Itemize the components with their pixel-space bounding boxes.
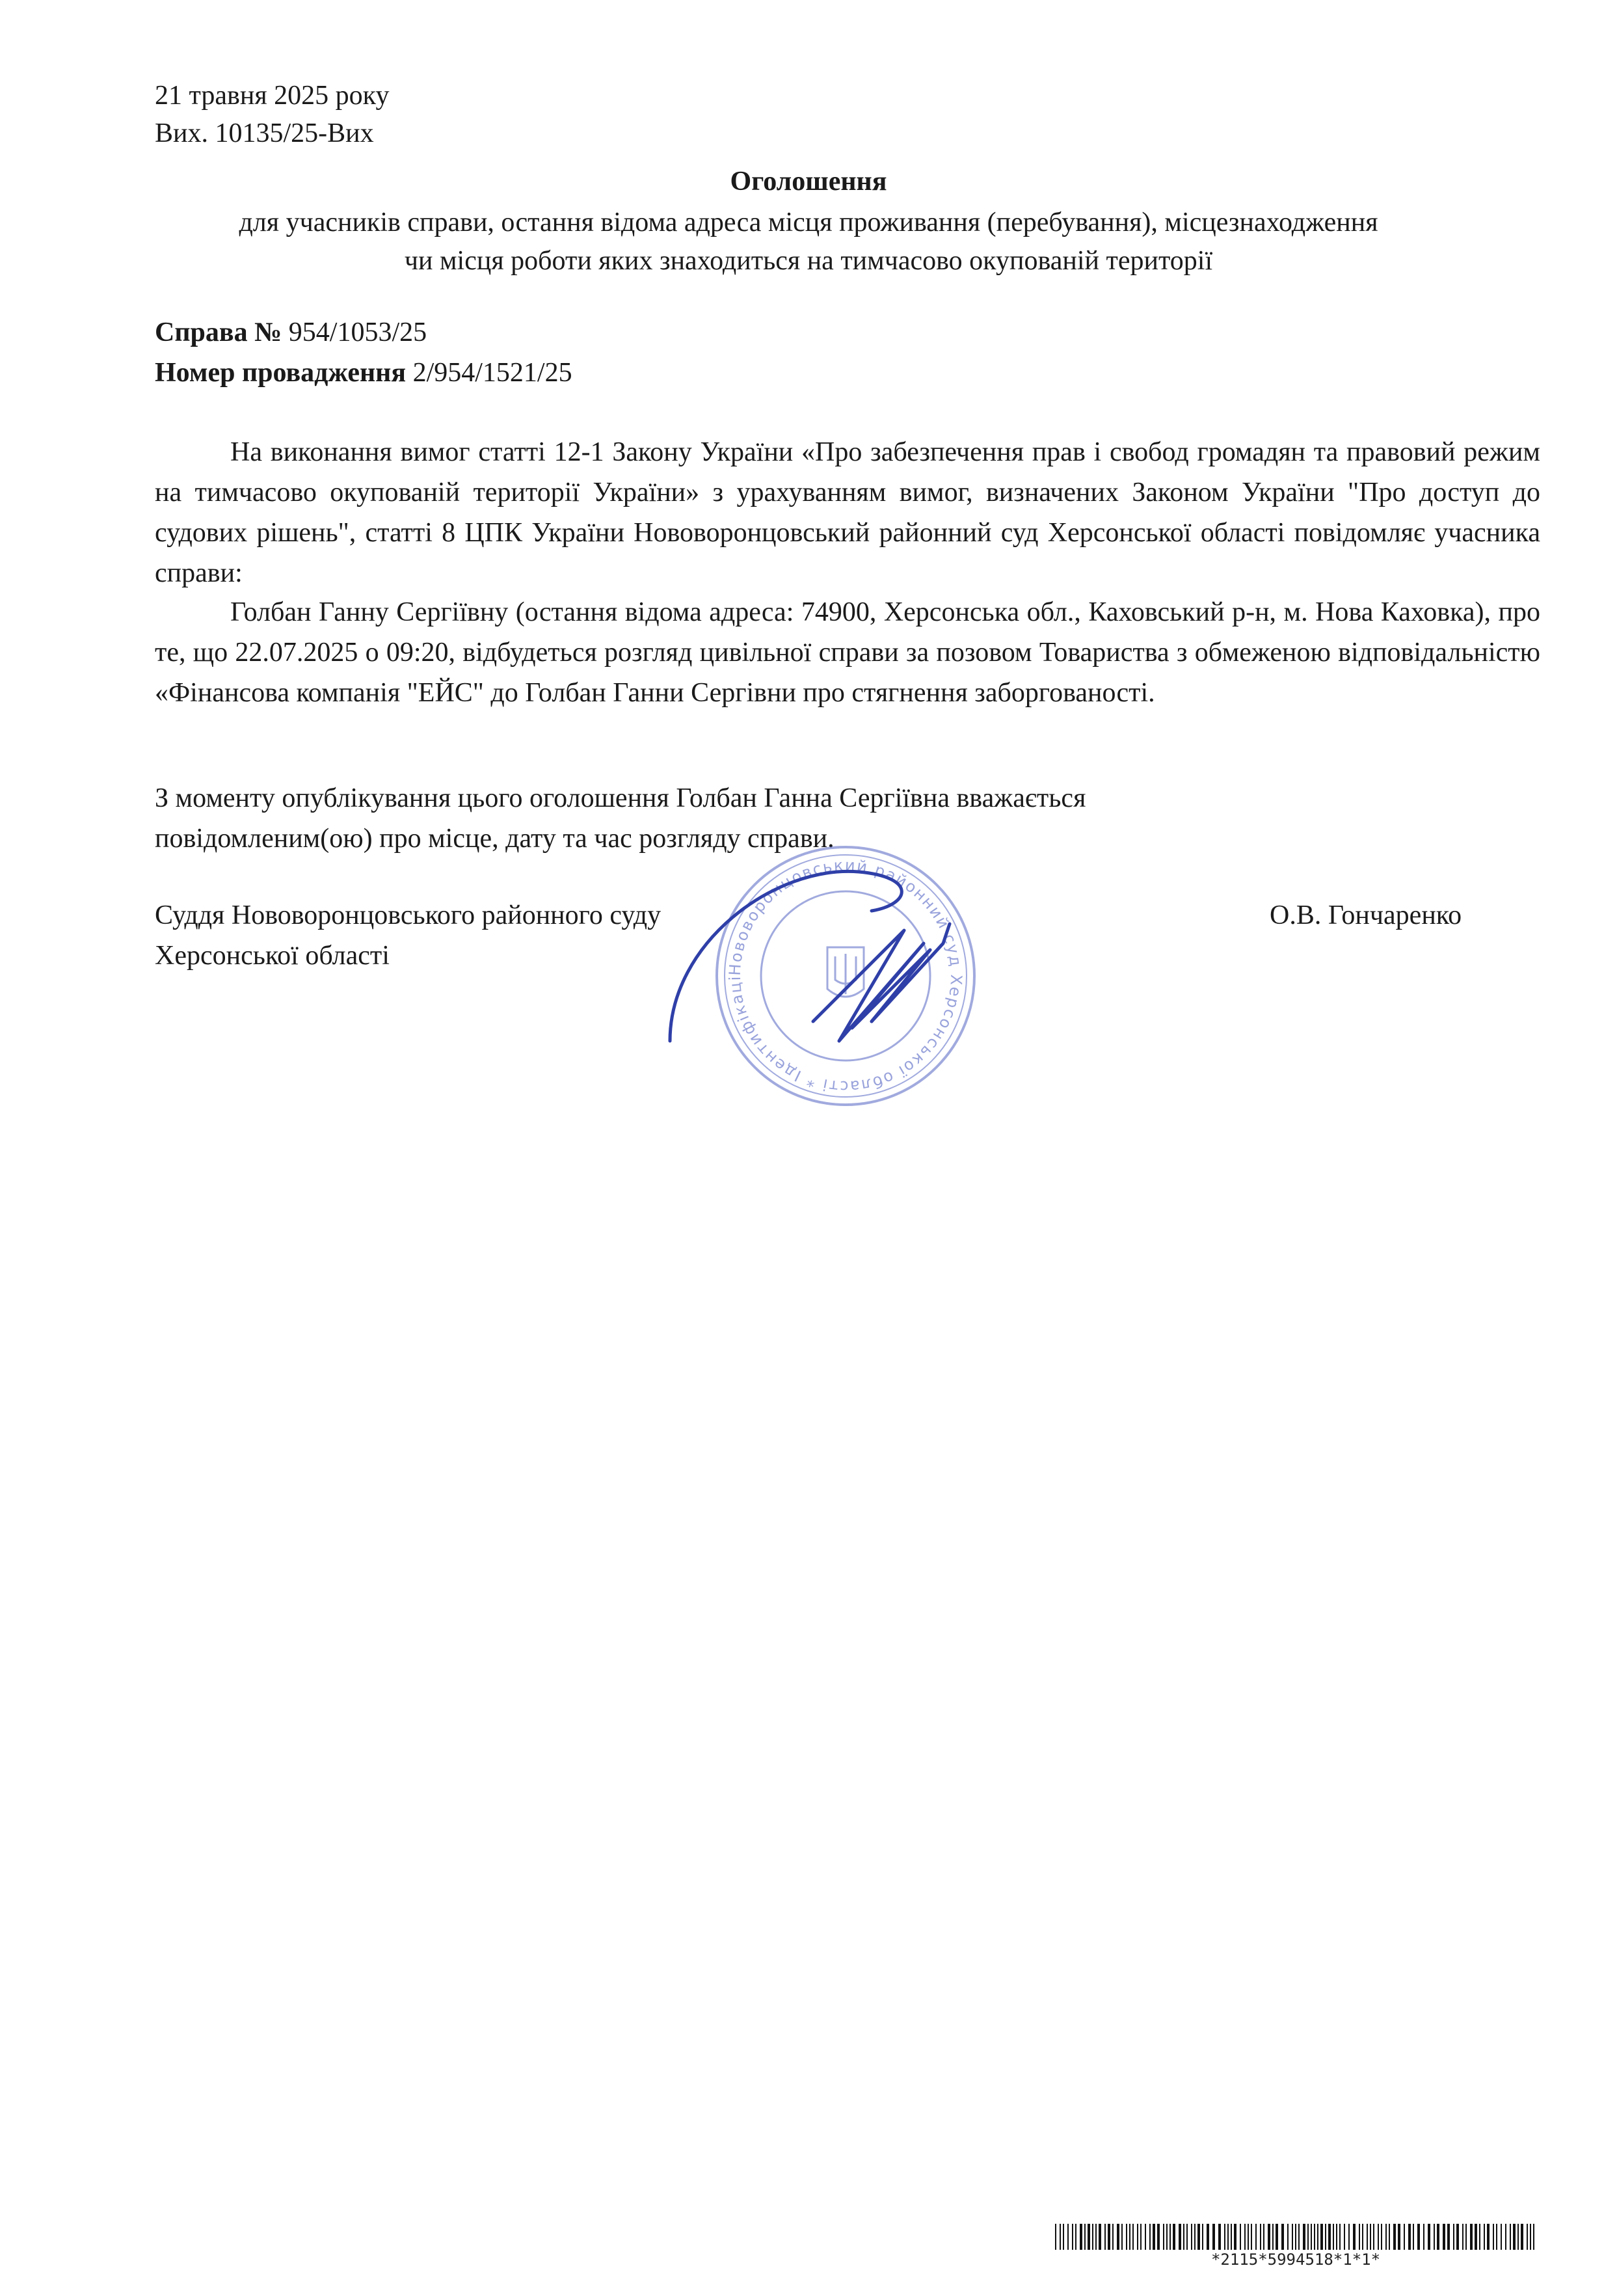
barcode-bar	[1272, 2224, 1274, 2250]
barcode-bar	[1145, 2224, 1146, 2250]
barcode-bar	[1307, 2224, 1309, 2250]
barcode-bar	[1521, 2224, 1523, 2250]
barcode-bar	[1197, 2224, 1200, 2250]
barcode-bar	[1510, 2224, 1511, 2250]
proceeding-number-line	[155, 354, 572, 392]
barcode-bar	[1112, 2224, 1114, 2250]
document-date: 21 травня 2025 року	[155, 81, 390, 111]
barcode-bar	[1263, 2224, 1264, 2250]
barcode-bar	[1434, 2224, 1435, 2250]
barcode-bar	[1317, 2224, 1318, 2250]
barcode-bar	[1063, 2224, 1064, 2250]
seal-svg	[644, 826, 1047, 1126]
barcode-bar	[1479, 2224, 1480, 2250]
barcode-bar	[1092, 2224, 1093, 2250]
barcode-bar	[1173, 2224, 1175, 2250]
barcode-bar	[1132, 2224, 1134, 2250]
barcode-bar	[1348, 2224, 1350, 2250]
barcode-bar	[1470, 2224, 1473, 2250]
barcode-bar	[1428, 2224, 1430, 2250]
barcode-bar	[1362, 2224, 1363, 2250]
barcode-bar	[1072, 2224, 1073, 2250]
barcode-bar	[1505, 2224, 1506, 2250]
barcode-bar	[1163, 2224, 1164, 2250]
barcode-bar	[1137, 2224, 1138, 2250]
barcode-bar	[1251, 2224, 1252, 2250]
barcode-bar	[1166, 2224, 1168, 2250]
barcode-bar	[1088, 2224, 1090, 2250]
barcode-bar	[1121, 2224, 1123, 2250]
barcode-bar	[1169, 2224, 1171, 2250]
barcode-bar	[1325, 2224, 1326, 2250]
barcode-bar	[1157, 2224, 1160, 2250]
barcode-bar	[1484, 2224, 1485, 2250]
barcode-bar	[1533, 2224, 1534, 2250]
barcode-bar	[1218, 2224, 1221, 2250]
barcode-bar	[1084, 2224, 1086, 2250]
barcode-bar	[1333, 2224, 1334, 2250]
handwritten-signature-icon	[670, 871, 950, 1041]
barcode-bar	[1381, 2224, 1382, 2250]
barcode-bar	[1295, 2224, 1296, 2250]
proceeding-label: Номер провадження	[155, 358, 407, 388]
barcode-bar	[1344, 2224, 1345, 2250]
barcode-bar	[1311, 2224, 1312, 2250]
barcode-bar	[1194, 2224, 1196, 2250]
barcode-bar	[1212, 2224, 1215, 2250]
announcement-subtitle-line2: чи місця роботи яких знаходиться на тимчасово окупованій території	[404, 246, 1213, 276]
barcode-bar	[1117, 2224, 1119, 2250]
barcode-bar	[1465, 2224, 1467, 2250]
case-number-line	[155, 314, 427, 351]
barcode-bar	[1496, 2224, 1497, 2250]
barcode-bar	[1276, 2224, 1278, 2250]
barcode-bar	[1423, 2224, 1424, 2250]
barcode-bar	[1370, 2224, 1371, 2250]
barcode-bar	[1359, 2224, 1360, 2250]
barcode-bar	[1353, 2224, 1356, 2250]
barcode-bars	[1055, 2224, 1536, 2250]
barcode-bar	[1202, 2224, 1203, 2250]
barcode-bar	[1328, 2224, 1331, 2250]
barcode-bar	[1227, 2224, 1229, 2250]
barcode-bar	[1398, 2224, 1400, 2250]
barcode-bar	[1501, 2224, 1502, 2250]
barcode-bar	[1475, 2224, 1477, 2250]
barcode-bar	[1234, 2224, 1236, 2250]
barcode-bar	[1385, 2224, 1387, 2250]
barcode-bar	[1389, 2224, 1390, 2250]
barcode-bar	[1303, 2224, 1305, 2250]
barcode-bar	[1453, 2224, 1454, 2250]
proceeding-number: 2/954/1521/25	[406, 358, 572, 388]
barcode-bar	[1462, 2224, 1463, 2250]
barcode-bar	[1067, 2224, 1069, 2250]
barcode-bar	[1437, 2224, 1439, 2250]
barcode-bar	[1527, 2224, 1528, 2250]
barcode-bar	[1140, 2224, 1142, 2250]
barcode-bar	[1373, 2224, 1374, 2250]
barcode-bar	[1075, 2224, 1076, 2250]
barcode-bar	[1417, 2224, 1420, 2250]
barcode-bar	[1224, 2224, 1225, 2250]
case-number: 954/1053/25	[282, 317, 427, 347]
barcode-bar	[1487, 2224, 1490, 2250]
barcode-bar	[1314, 2224, 1315, 2250]
barcode-bar	[1260, 2224, 1261, 2250]
barcode-bar	[1186, 2224, 1188, 2250]
barcode-bar	[1530, 2224, 1531, 2250]
outgoing-number: Вих. 10135/25-Вих	[155, 118, 374, 148]
body-paragraph-2: Голбан Ганну Сергіївну (остання відома адреса: 74900, Херсонська обл., Каховський р-н, м. Нова Каховка), про те, що 22.07.2025 о 09:20, відбудеться розгляд цивільної справи за позовом Товариства з обмеженою відповідальністю «Фінансова компанія "ЕЙС" до Голбан Ганни Сергівни про стягнення заборгованості.	[155, 597, 1540, 708]
barcode-bar	[1255, 2224, 1257, 2250]
judge-name: О.В. Гончаренко	[1270, 900, 1462, 930]
body-paragraph-1: На виконання вимог статті 12-1 Закону України «Про забезпечення прав і свобод громадян та правовий режим на тимчасово окупованій території України» з урахуванням вимог, визначених Законом України "Про доступ до судових рішень", статті 8 ЦПК України Нововоронцовський районний суд Херсонської області повідомляє учасника справи:	[155, 437, 1540, 588]
barcode-bar	[1493, 2224, 1494, 2250]
barcode-bar	[1183, 2224, 1184, 2250]
barcode-bar	[1378, 2224, 1379, 2250]
judge-position-line1: Суддя Нововоронцовського районного суду	[155, 900, 662, 930]
announcement-subtitle-line1: для учасників справи, остання відома адреса місця проживання (перебування), місцезнаходження	[239, 208, 1378, 237]
barcode-icon	[1055, 2224, 1536, 2250]
barcode-bar	[1268, 2224, 1270, 2250]
barcode-bar	[1447, 2224, 1450, 2250]
barcode-bar	[1149, 2224, 1151, 2250]
barcode-bar	[1080, 2224, 1082, 2250]
announcement-title: Оголошення	[730, 167, 887, 196]
barcode-bar	[1287, 2224, 1289, 2250]
barcode-bar	[1404, 2224, 1405, 2250]
barcode-bar	[1248, 2224, 1249, 2250]
barcode-bar	[1191, 2224, 1192, 2250]
barcode-bar	[1129, 2224, 1130, 2250]
barcode-bar	[1104, 2224, 1106, 2250]
notice-line-2: повідомленим(ою) про місце, дату та час розгляду справи.	[155, 824, 835, 854]
barcode-bar	[1408, 2224, 1411, 2250]
judge-position-line2: Херсонської області	[155, 941, 390, 971]
court-seal-stamp	[644, 826, 1047, 1126]
barcode-bar	[1517, 2224, 1519, 2250]
barcode-bar	[1336, 2224, 1337, 2250]
barcode-bar	[1108, 2224, 1110, 2250]
barcode-bar	[1367, 2224, 1368, 2250]
barcode-bar	[1153, 2224, 1155, 2250]
barcode-bar	[1095, 2224, 1097, 2250]
barcode-bar	[1126, 2224, 1127, 2250]
barcode-bar	[1320, 2224, 1323, 2250]
barcode-bar	[1513, 2224, 1516, 2250]
barcode-bar	[1055, 2224, 1056, 2250]
barcode-bar	[1099, 2224, 1101, 2250]
barcode-bar	[1339, 2224, 1341, 2250]
barcode-text: *2115*5994518*1*1*	[1210, 2250, 1381, 2269]
barcode-bar	[1298, 2224, 1300, 2250]
barcode-bar	[1231, 2224, 1232, 2250]
case-label: Справа №	[155, 317, 282, 347]
barcode-bar	[1281, 2224, 1284, 2250]
barcode-bar	[1393, 2224, 1396, 2250]
barcode-bar	[1179, 2224, 1181, 2250]
barcode-bar	[1413, 2224, 1414, 2250]
seal-ring-text: Нововоронцовський районний суд Херсонської області * Ідентифікаці	[725, 856, 966, 1096]
barcode-bar	[1456, 2224, 1459, 2250]
barcode-bar	[1443, 2224, 1445, 2250]
barcode-bar	[1244, 2224, 1246, 2250]
barcode-bar	[1240, 2224, 1241, 2250]
barcode-bar	[1292, 2224, 1293, 2250]
notice-line-1: З моменту опублікування цього оголошення Голбан Ганна Сергіївна вважається	[155, 783, 1086, 813]
barcode-bar	[1060, 2224, 1061, 2250]
barcode-bar	[1207, 2224, 1209, 2250]
